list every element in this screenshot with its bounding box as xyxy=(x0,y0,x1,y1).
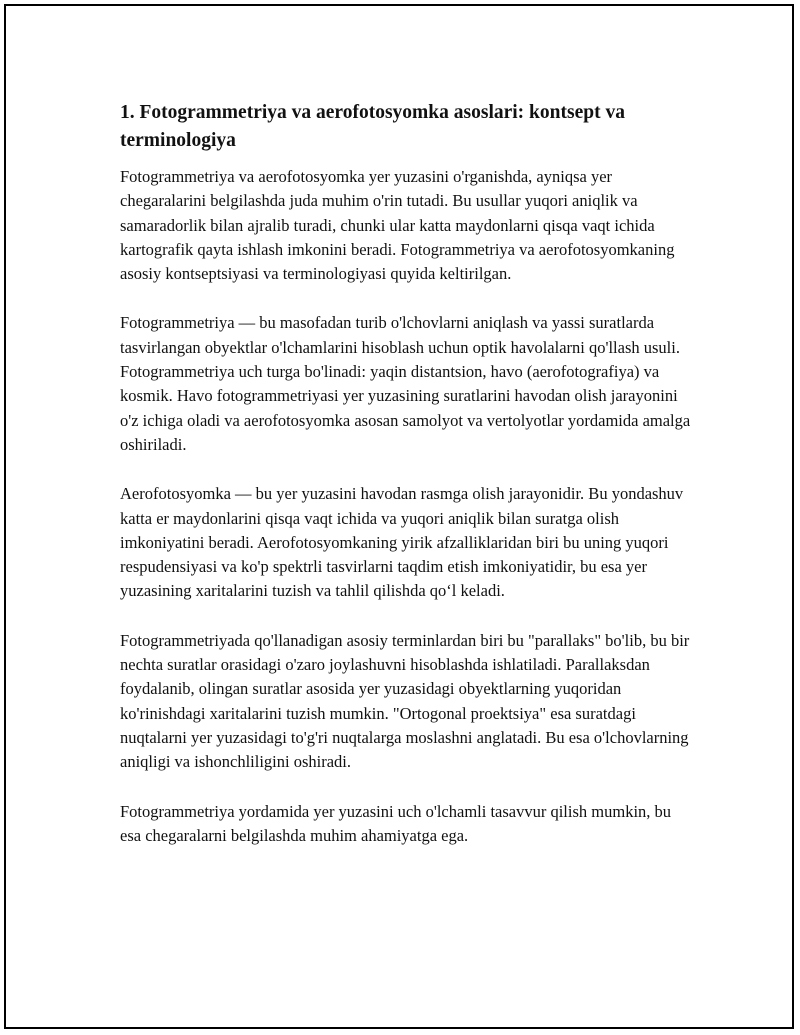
document-content xyxy=(120,99,692,873)
paragraph-intro: Fotogrammetriya va aerofotosyomka yer yuzasini o'rganishda, ayniqsa yer chegaralarini belgilashda juda muhim o'rin tutadi. Bu usullar yuqori aniqlik va samaradorlik bilan ajralib turadi, chunki ular katta maydonlarni qisqa vaqt ichida kartografik qayta ishlash imkonini beradi. Fotogrammetriya va aerofotosyomkaning asosiy kontseptsiyasi va terminologiyasi quyida keltirilgan. xyxy=(120,167,675,284)
document-page xyxy=(4,4,794,1029)
paragraph-aerofotosyomka: Aerofotosyomka — bu yer yuzasini havodan rasmga olish jarayonidir. Bu yondashuv katta er maydonlarini qisqa vaqt ichida va yuqori aniqlik bilan suratga olish imkoniyatini beradi. Aerofotosyomkaning yirik afzalliklaridan biri bu uning yuqori respudensiyasi va ko'p spektrli tasvirlarni taqdim etish imkoniyatidir, bu esa yer yuzasining xaritalarini tuzish va tahlil qilishda qo‘l keladi. xyxy=(120,484,684,601)
paragraph-fotogrammetriya: Fotogrammetriya — bu masofadan turib o'lchovlarni aniqlash va yassi suratlarda tasvirlangan obyektlar o'lchamlarini hisoblash uchun optik havolalarni qo'llash usuli. Fotogrammetriya uch turga bo'linadi: yaqin distantsion, havo (aerofotografiya) va kosmik. Havo fotogrammetriyasi yer yuzasining suratlarini havodan olish jarayonini o'z ichiga oladi va aerofotosyomka asosan samolyot va vertolyotlar yordamida amalga oshiriladi. xyxy=(120,313,691,454)
section-title: 1. Fotogrammetriya va aerofotosyomka asoslari: kontsept va terminologiya xyxy=(120,102,625,151)
paragraph-terminlar: Fotogrammetriyada qo'llanadigan asosiy terminlardan biri bu "parallaks" bo'lib, bu bir nechta suratlar orasidagi o'zaro joylashuvni hisoblashda ishlatiladi. Parallaksdan foydalanib, olingan suratlar asosida yer yuzasidagi obyektlarning yuqoridan ko'rinishdagi xaritalarini tuzish mumkin. "Ortogonal proektsiya" esa suratdagi nuqtalarni yer yuzasidagi to'g'ri nuqtalarga moslashni anglatadi. Bu esa o'lchovlarning aniqligi va ishonchliligini oshiradi. xyxy=(120,630,690,772)
paragraph-conclusion: Fotogrammetriya yordamida yer yuzasini uch o'lchamli tasavvur qilish mumkin, bu esa chegaralarni belgilashda muhim ahamiyatga ega. xyxy=(120,801,672,845)
